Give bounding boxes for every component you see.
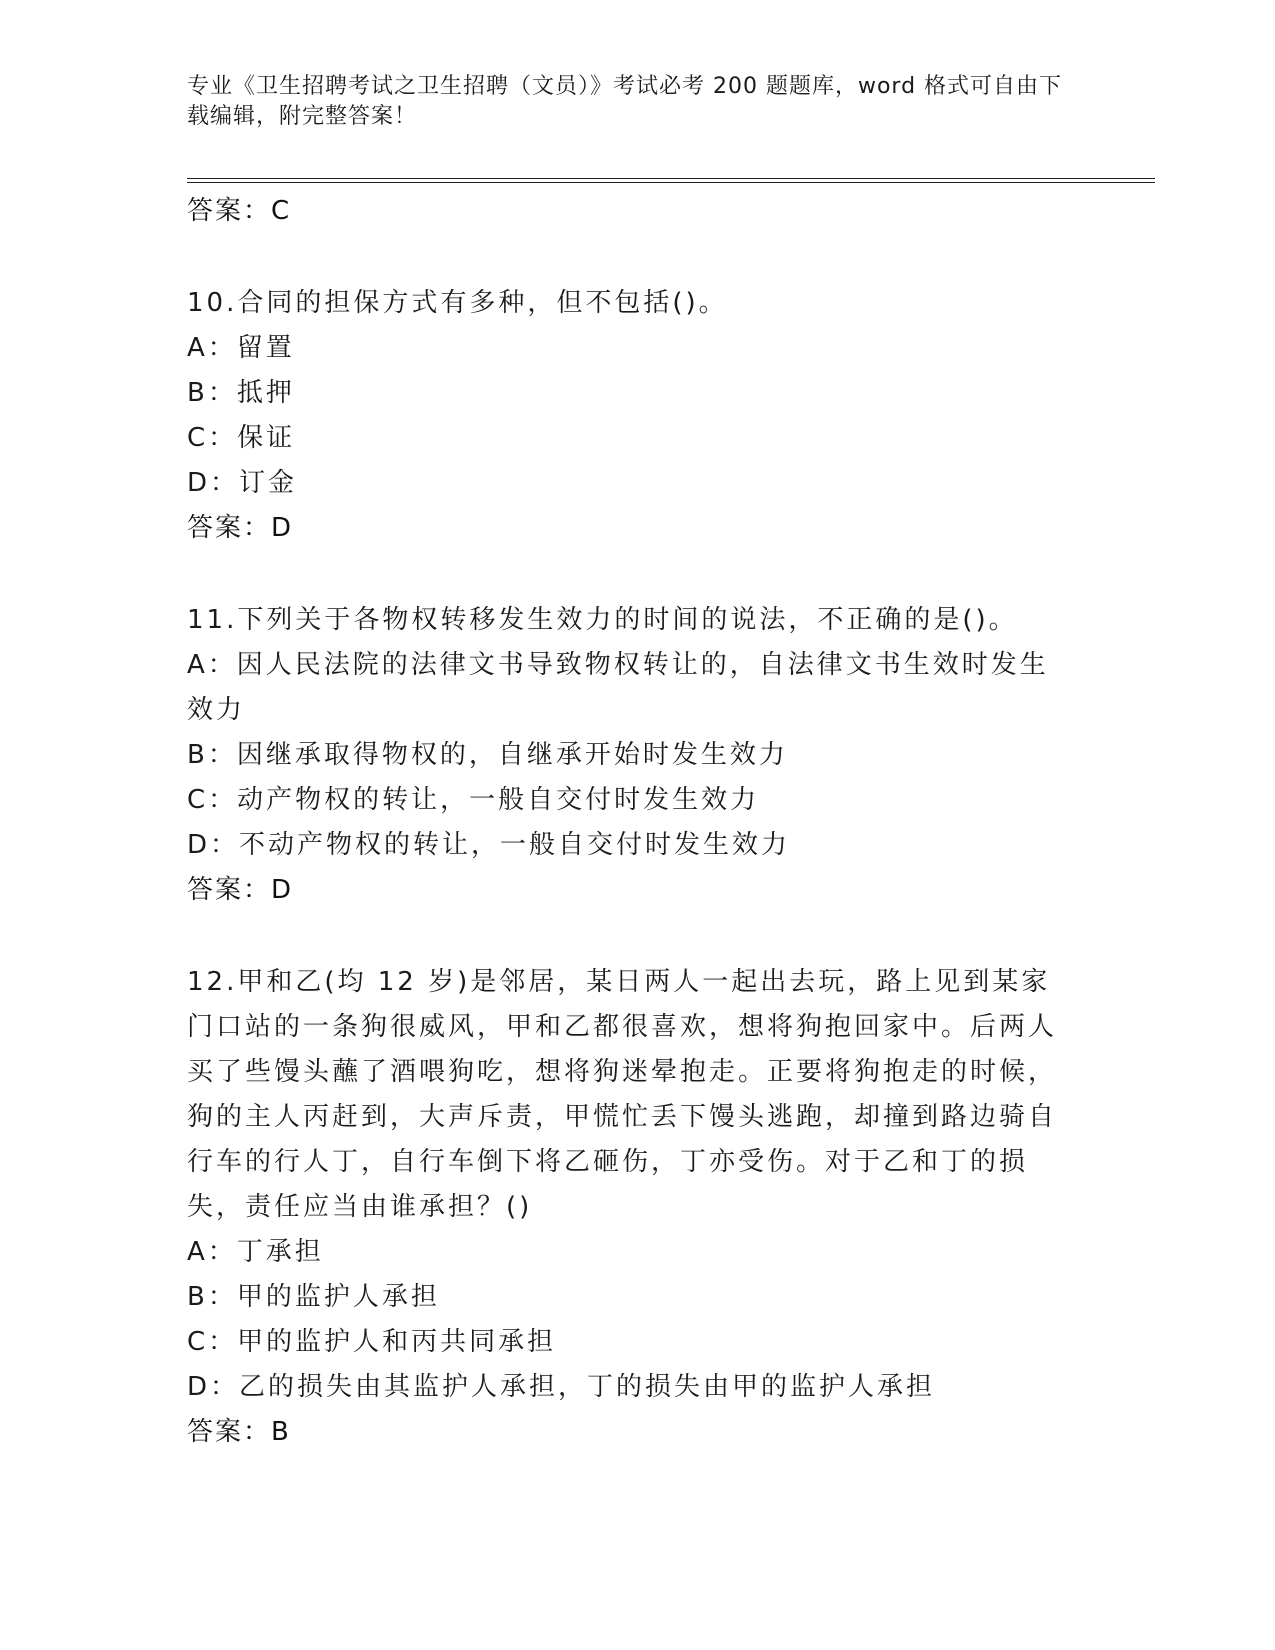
header-rule-top — [187, 178, 1155, 179]
answer-label: 答案：D — [187, 513, 294, 543]
option-c: C：甲的监护人和丙共同承担 — [187, 1327, 557, 1357]
option-b: B：因继承取得物权的，自继承开始时发生效力 — [187, 740, 788, 770]
option-b: B：甲的监护人承担 — [187, 1282, 440, 1312]
option-a: A：留置 — [187, 333, 295, 363]
question-10 — [187, 281, 1067, 551]
document-body — [187, 189, 1067, 1455]
spacer — [187, 551, 1067, 598]
header-rule-bottom — [187, 182, 1155, 183]
previous-answer: 答案：C — [187, 196, 292, 226]
option-a: A：因人民法院的法律文书导致物权转让的，自法律文书生效时发生效力 — [187, 650, 1049, 725]
option-d: D：乙的损失由其监护人承担，丁的损失由甲的监护人承担 — [187, 1372, 936, 1402]
question-stem: 11.下列关于各物权转移发生效力的时间的说法，不正确的是()。 — [187, 605, 1018, 635]
spacer — [187, 913, 1067, 960]
question-stem: 12.甲和乙(均 12 岁)是邻居，某日两人一起出去玩，路上见到某家门口站的一条狗很威风，甲和乙都很喜欢，想将狗抱回家中。后两人买了些馒头蘸了酒喂狗吃，想将狗迷晕抱走。正要将狗抱走的时候，狗的主人丙赶到，大声斥责，甲慌忙丢下馒头逃跑，却撞到路边骑自行车的行人丁，自行车倒下将乙砸伤，丁亦受伤。对于乙和丁的损失，责任应当由谁承担？() — [187, 967, 1058, 1222]
option-a: A：丁承担 — [187, 1237, 324, 1267]
spacer — [187, 234, 1067, 281]
option-c: C：动产物权的转让，一般自交付时发生效力 — [187, 785, 760, 815]
question-stem: 10.合同的担保方式有多种，但不包括()。 — [187, 288, 728, 318]
option-b: B：抵押 — [187, 378, 295, 408]
question-11 — [187, 598, 1067, 913]
option-d: D：不动产物权的转让，一般自交付时发生效力 — [187, 830, 791, 860]
option-c: C：保证 — [187, 423, 296, 453]
document-header: 专业《卫生招聘考试之卫生招聘（文员）》考试必考 200 题题库，word 格式可自由下载编辑，附完整答案！ — [187, 74, 1063, 129]
option-d: D：订金 — [187, 468, 298, 498]
answer-label: 答案：D — [187, 875, 294, 905]
question-12 — [187, 960, 1067, 1455]
answer-label: 答案：B — [187, 1417, 291, 1447]
